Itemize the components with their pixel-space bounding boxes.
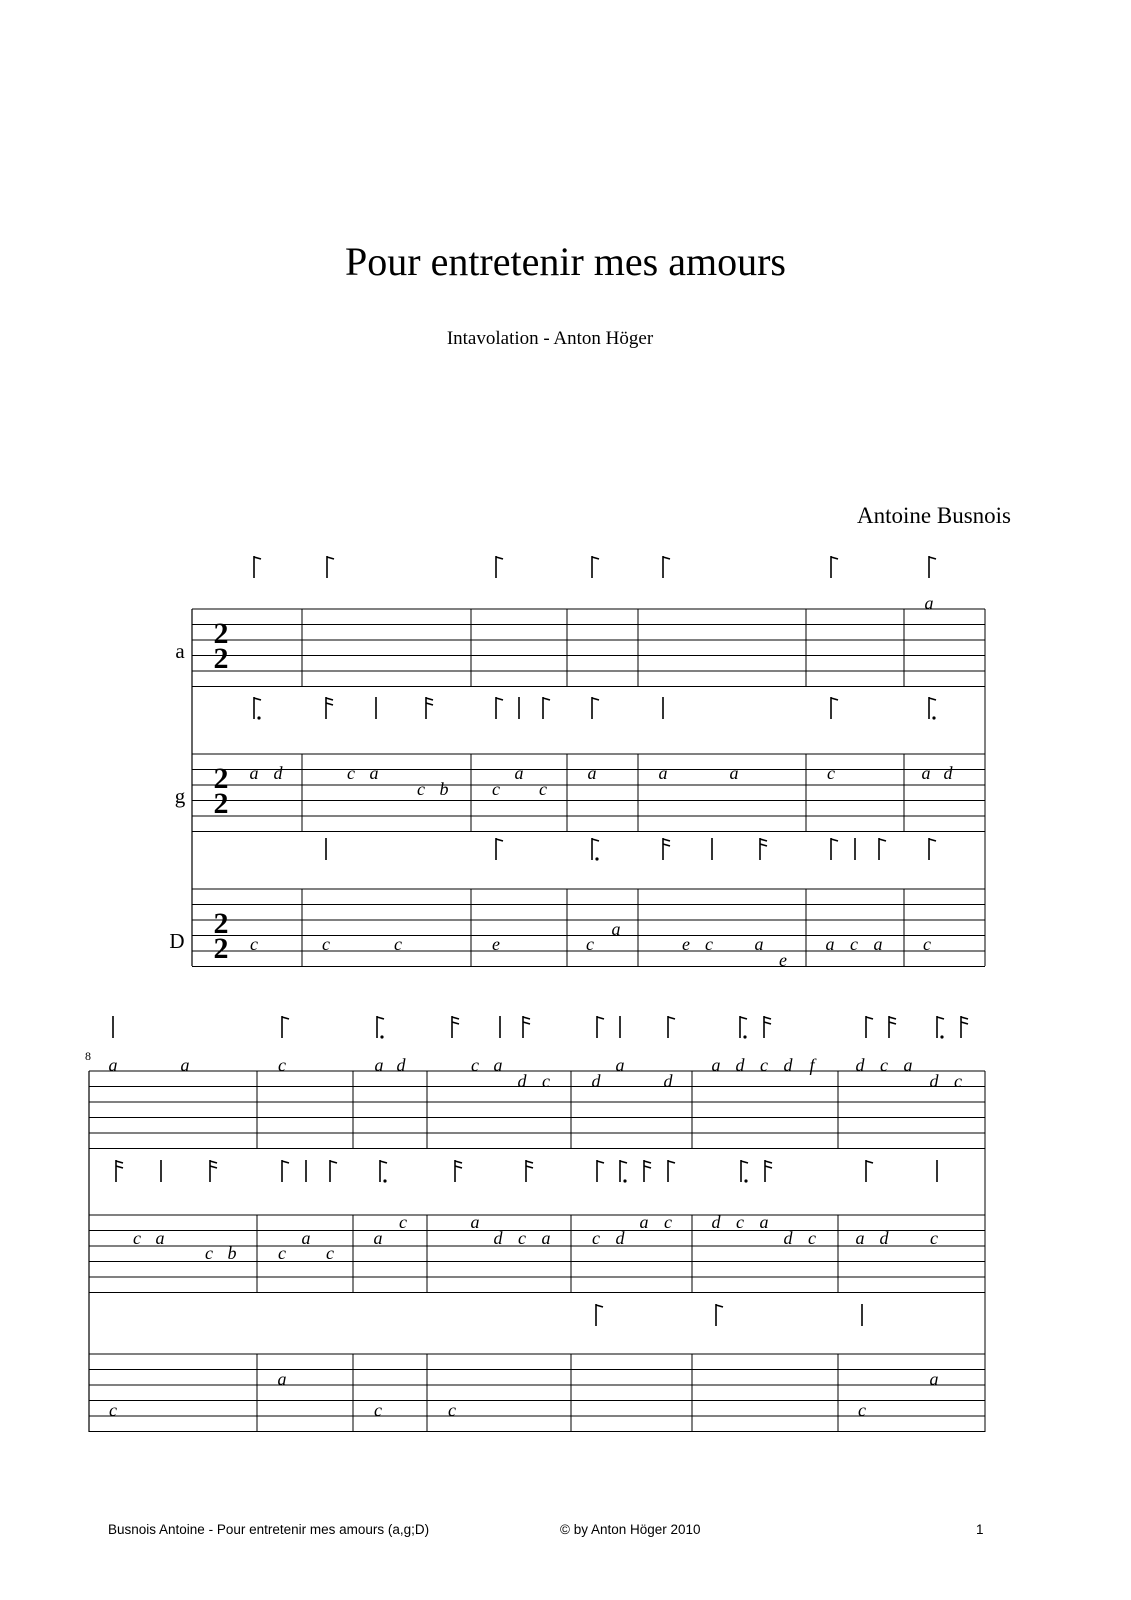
rhythm-flag-hook xyxy=(326,698,333,700)
tab-letter: c xyxy=(417,779,425,799)
tab-letter: d xyxy=(591,1071,601,1091)
tab-letter: d xyxy=(879,1228,889,1248)
tab-letter: c xyxy=(250,934,258,954)
rhythm-flag-hook xyxy=(496,698,503,700)
tab-letter: c xyxy=(109,1400,117,1420)
tab-letter: d xyxy=(735,1055,745,1075)
tab-letter: c xyxy=(542,1071,550,1091)
rhythm-flag-hook xyxy=(592,839,599,841)
tab-letter: c xyxy=(347,763,355,783)
rhythm-flag-hook xyxy=(740,1017,747,1019)
tab-letter: a xyxy=(249,763,259,783)
time-signature-bottom: 2 xyxy=(213,932,229,965)
composer: Antoine Busnois xyxy=(857,503,1011,528)
tab-letter: a xyxy=(924,593,934,613)
tab-letter: c xyxy=(664,1212,672,1232)
rhythm-flag-hook xyxy=(889,1017,896,1019)
rhythm-flag-hook xyxy=(831,557,838,559)
time-signature-top: 2 xyxy=(213,762,229,795)
time-signature-top: 2 xyxy=(213,907,229,940)
tab-letter: d xyxy=(855,1055,865,1075)
tab-letter: a xyxy=(759,1212,769,1232)
rhythm-flag-hook xyxy=(716,1305,723,1307)
rhythm-flag-hook xyxy=(523,1022,530,1024)
tab-letter: a xyxy=(155,1228,165,1248)
rhythm-flag-hook xyxy=(327,557,334,559)
rhythm-flag-hook xyxy=(620,1161,627,1163)
tab-letter: a xyxy=(825,934,835,954)
tab-letter: a xyxy=(587,763,597,783)
page-number: 1 xyxy=(976,1522,984,1537)
tab-letter: a xyxy=(514,763,524,783)
rhythm-flag-hook xyxy=(330,1161,337,1163)
tab-letter: a xyxy=(611,919,621,939)
rhythm-flag-hook xyxy=(526,1166,533,1168)
tab-letter: e xyxy=(492,934,500,954)
tab-letter: a xyxy=(615,1055,625,1075)
rhythm-flag-hook xyxy=(663,839,670,841)
tab-letter: d xyxy=(493,1228,503,1248)
rhythm-dot xyxy=(743,1035,746,1038)
tab-letter: c xyxy=(592,1228,600,1248)
tablature-notation xyxy=(89,556,985,1432)
tab-letter: c xyxy=(850,934,858,954)
tab-letter: c xyxy=(374,1400,382,1420)
rhythm-flag-hook xyxy=(543,698,550,700)
tab-letter: d xyxy=(663,1071,673,1091)
tab-letter: c xyxy=(278,1243,286,1263)
rhythm-flag-hook xyxy=(760,839,767,841)
rhythm-flag-hook xyxy=(764,1017,771,1019)
rhythm-flag-hook xyxy=(663,557,670,559)
rhythm-flag-hook xyxy=(644,1161,651,1163)
tab-letter: a xyxy=(855,1228,865,1248)
tab-letter: c xyxy=(705,934,713,954)
tab-letter: c xyxy=(133,1228,141,1248)
rhythm-flag-hook xyxy=(210,1166,217,1168)
staff-label-d: D xyxy=(169,929,185,953)
tab-letter: c xyxy=(736,1212,744,1232)
rhythm-flag-hook xyxy=(663,844,670,846)
rhythm-flag-hook xyxy=(377,1017,384,1019)
rhythm-flag-hook xyxy=(496,839,503,841)
tab-letter: c xyxy=(278,1055,286,1075)
page-title: Pour entretenir mes amours xyxy=(345,239,786,284)
tab-letter: c xyxy=(322,934,330,954)
rhythm-dot xyxy=(257,716,260,719)
rhythm-flag-hook xyxy=(831,839,838,841)
rhythm-flag-hook xyxy=(254,557,261,559)
rhythm-dot xyxy=(595,857,598,860)
tab-letter: a xyxy=(277,1369,287,1389)
tab-letter: a xyxy=(373,1228,383,1248)
tab-letter: a xyxy=(729,763,739,783)
tab-letter: d xyxy=(711,1212,721,1232)
tab-letter: a xyxy=(108,1055,118,1075)
tab-letter: c xyxy=(539,779,547,799)
rhythm-flag-hook xyxy=(961,1017,968,1019)
tab-letter: d xyxy=(943,763,953,783)
rhythm-dot xyxy=(940,1035,943,1038)
rhythm-flag-hook xyxy=(741,1161,748,1163)
rhythm-flag-hook xyxy=(597,1161,604,1163)
tab-letter: c xyxy=(448,1400,456,1420)
tab-letter: d xyxy=(517,1071,527,1091)
tab-letter: a xyxy=(374,1055,384,1075)
tab-letter: a xyxy=(301,1228,311,1248)
rhythm-flag-hook xyxy=(426,703,433,705)
rhythm-flag-hook xyxy=(668,1017,675,1019)
tab-letter: a xyxy=(470,1212,480,1232)
tab-letter: d xyxy=(396,1055,406,1075)
rhythm-flag-hook xyxy=(596,1305,603,1307)
rhythm-flag-hook xyxy=(526,1161,533,1163)
tab-letter: c xyxy=(923,934,931,954)
tab-letter: c xyxy=(586,934,594,954)
rhythm-flag-hook xyxy=(426,698,433,700)
tab-letter: a xyxy=(180,1055,190,1075)
tab-letter: c xyxy=(399,1212,407,1232)
tab-letter: a xyxy=(639,1212,649,1232)
tab-letter: c xyxy=(518,1228,526,1248)
tab-letter: c xyxy=(827,763,835,783)
staff-label-g: g xyxy=(174,784,186,808)
rhythm-dot xyxy=(932,716,935,719)
tab-letter: b xyxy=(227,1243,237,1263)
tab-letter: c xyxy=(808,1228,816,1248)
tab-letter: a xyxy=(903,1055,913,1075)
tab-letter: a xyxy=(658,763,668,783)
tab-letter: a xyxy=(921,763,931,783)
tab-letter: c xyxy=(954,1071,962,1091)
rhythm-flag-hook xyxy=(592,698,599,700)
tab-letter: c xyxy=(471,1055,479,1075)
rhythm-flag-hook xyxy=(116,1166,123,1168)
tab-letter: b xyxy=(439,779,449,799)
rhythm-flag-hook xyxy=(380,1161,387,1163)
tab-letter: e xyxy=(779,950,787,970)
rhythm-flag-hook xyxy=(523,1017,530,1019)
tab-letter: a xyxy=(873,934,883,954)
rhythm-flag-hook xyxy=(961,1022,968,1024)
tab-letter: a xyxy=(929,1369,939,1389)
subtitle: Intavolation - Anton Höger xyxy=(446,328,654,349)
rhythm-flag-hook xyxy=(116,1161,123,1163)
rhythm-flag-hook xyxy=(668,1161,675,1163)
tab-letter: e xyxy=(682,934,690,954)
tab-letter: c xyxy=(205,1243,213,1263)
tab-letter: a xyxy=(369,763,379,783)
footer-copyright: © by Anton Höger 2010 xyxy=(560,1522,701,1537)
rhythm-flag-hook xyxy=(831,698,838,700)
rhythm-flag-hook xyxy=(866,1161,873,1163)
tab-letter: c xyxy=(880,1055,888,1075)
rhythm-dot xyxy=(623,1179,626,1182)
tab-letter: a xyxy=(754,934,764,954)
rhythm-flag-hook xyxy=(455,1166,462,1168)
rhythm-flag-hook xyxy=(326,703,333,705)
staff-label-a: a xyxy=(175,639,185,663)
tab-letter: c xyxy=(930,1228,938,1248)
rhythm-flag-hook xyxy=(765,1161,772,1163)
rhythm-flag-hook xyxy=(879,839,886,841)
rhythm-dot xyxy=(744,1179,747,1182)
tab-letter: c xyxy=(394,934,402,954)
time-signature-bottom: 2 xyxy=(213,787,229,820)
rhythm-flag-hook xyxy=(452,1022,459,1024)
rhythm-flag-hook xyxy=(929,557,936,559)
tab-letter: f xyxy=(809,1055,815,1075)
tab-letter: c xyxy=(760,1055,768,1075)
rhythm-flag-hook xyxy=(254,698,261,700)
rhythm-flag-hook xyxy=(929,839,936,841)
tab-letter: c xyxy=(492,779,500,799)
tab-letter: a xyxy=(541,1228,551,1248)
rhythm-flag-hook xyxy=(644,1166,651,1168)
tab-letter: d xyxy=(783,1228,793,1248)
rhythm-flag-hook xyxy=(866,1017,873,1019)
rhythm-dot xyxy=(383,1179,386,1182)
tab-letter: d xyxy=(783,1055,793,1075)
rhythm-flag-hook xyxy=(592,557,599,559)
tab-letter: d xyxy=(929,1071,939,1091)
rhythm-flag-hook xyxy=(760,844,767,846)
rhythm-flag-hook xyxy=(889,1022,896,1024)
footer-title: Busnois Antoine - Pour entretenir mes amours (a,g;D) xyxy=(108,1522,430,1537)
rhythm-flag-hook xyxy=(282,1161,289,1163)
rhythm-flag-hook xyxy=(764,1022,771,1024)
time-signature-bottom: 2 xyxy=(213,642,229,675)
tab-letter: c xyxy=(858,1400,866,1420)
tab-letter: a xyxy=(711,1055,721,1075)
rhythm-flag-hook xyxy=(597,1017,604,1019)
tab-letter: a xyxy=(493,1055,503,1075)
rhythm-flag-hook xyxy=(496,557,503,559)
rhythm-flag-hook xyxy=(765,1166,772,1168)
time-signature-top: 2 xyxy=(213,617,229,650)
rhythm-dot xyxy=(380,1035,383,1038)
rhythm-flag-hook xyxy=(452,1017,459,1019)
tab-letter: c xyxy=(326,1243,334,1263)
rhythm-flag-hook xyxy=(455,1161,462,1163)
tab-letter: d xyxy=(273,763,283,783)
rhythm-flag-hook xyxy=(929,698,936,700)
rhythm-flag-hook xyxy=(210,1161,217,1163)
rhythm-flag-hook xyxy=(282,1017,289,1019)
tab-letter: d xyxy=(615,1228,625,1248)
rhythm-flag-hook xyxy=(937,1017,944,1019)
measure-number: 8 xyxy=(85,1049,91,1063)
